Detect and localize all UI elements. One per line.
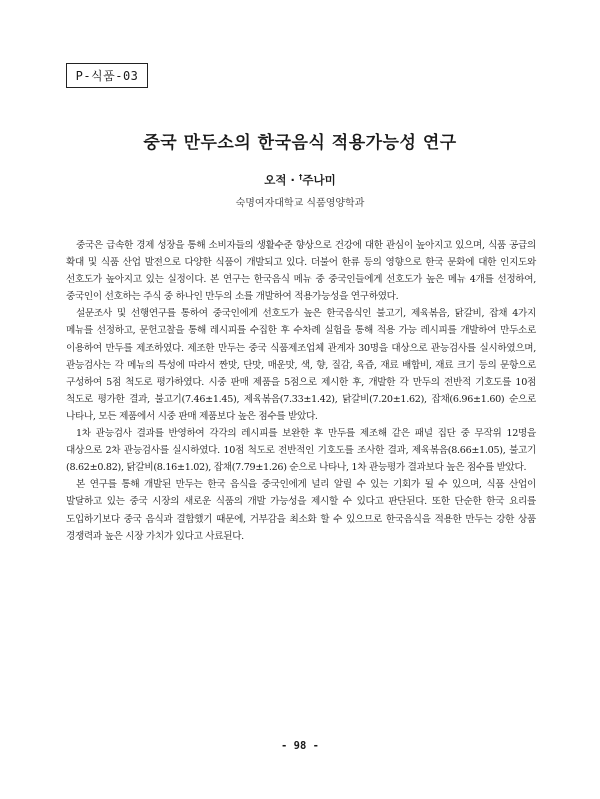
affiliation: 숙명여자대학교 식품영양학과 <box>235 198 365 209</box>
abstract-paragraph: 본 연구를 통해 개발된 만두는 한국 음식을 중국인에게 널리 알릴 수 있는 기회가 될 수 있으며, 식품 산업이 발달하고 있는 중국 시장의 새로운 식품의 개발 가능성을 제시할 수 있다고 판단된다. 또한 단순한 한국 요리를 도입하기보다 중국 음식과 결합했기 때문에, 거부감을 최소화 할 수 있으므로 한국음식을 적용한 만두는 강한 상품 경쟁력과 높은 시장 가치가 있다고 사료된다. <box>66 479 536 542</box>
author-first: 오적 · <box>264 173 299 187</box>
paper-title: 중국 만두소의 한국음식 적용가능성 연구 <box>143 133 457 153</box>
author-line <box>0 172 600 188</box>
abstract-paragraph: 1차 관능검사 결과를 반영하여 각각의 레시피를 보완한 후 만두를 제조해 같은 패널 집단 중 무작위 12명을 대상으로 2차 관능검사를 실시하였다. 10점 척도로 전반적인 기호도를 조사한 결과, 제육볶음(8.66±1.05), 불고기(8.62±0.82), 닭갈비(8.16±1.02), 잡채(7.79±1.26) 순으로 나타나, 1차 관능평가 결과보다 높은 점수를 받았다. <box>66 428 536 474</box>
abstract-paragraph: 설문조사 및 선행연구를 통하여 중국인에게 선호도가 높은 한국음식인 불고기, 제육볶음, 닭갈비, 잡채 4가지 메뉴를 선정하고, 문헌고찰을 통해 레시피를 수집한 후 수차례 실험을 통해 적용 가능 레시피를 개발하여 만두소로 이용하여 만두를 제조하였다. 제조한 만두는 중국 식품제조업체 관계자 30명을 대상으로 관능검사를 실시하였으며, 관능검사는 각 메뉴의 특성에 따라서 짠맛, 단맛, 매운맛, 색, 향, 질감, 육즙, 재료 배합비, 재료 크기 등의 문항으로 구성하여 5점 척도로 평가하였다. 시중 판매 제품을 5점으로 제시한 후, 개발한 각 만두의 전반적 기호도를 10점 척도로 평가한 결과, 불고기(7.46±1.45), 제육볶음(7.33±1.42), 닭갈비(7.20±1.62), 잡채(6.96±1.60) 순으로 나타나, 모든 제품에서 시중 판매 제품보다 높은 점수를 받았다. <box>66 308 536 422</box>
abstract-body <box>66 237 536 545</box>
corresponding-author-mark: † <box>298 173 303 182</box>
author-corresponding: 주나미 <box>302 173 336 187</box>
page-number: - 98 - <box>281 740 319 752</box>
session-code-box <box>66 63 148 88</box>
abstract-paragraph: 중국은 급속한 경제 성장을 통해 소비자들의 생활수준 향상으로 건강에 대한 관심이 높아지고 있으며, 식품 공급의 확대 및 식품 산업 발전으로 다양한 식품이 개발되고 있다. 더불어 한류 등의 영향으로 한국 문화에 대한 인지도와 선호도가 높아지고 있는 실정이다. 본 연구는 한국음식 메뉴 중 중국인들에게 선호도가 높은 메뉴 4개를 선정하여, 중국인이 선호하는 주식 중 하나인 만두의 소를 개발하여 적용가능성을 연구하였다. <box>66 240 536 303</box>
session-code: P-식품-03 <box>75 69 139 83</box>
